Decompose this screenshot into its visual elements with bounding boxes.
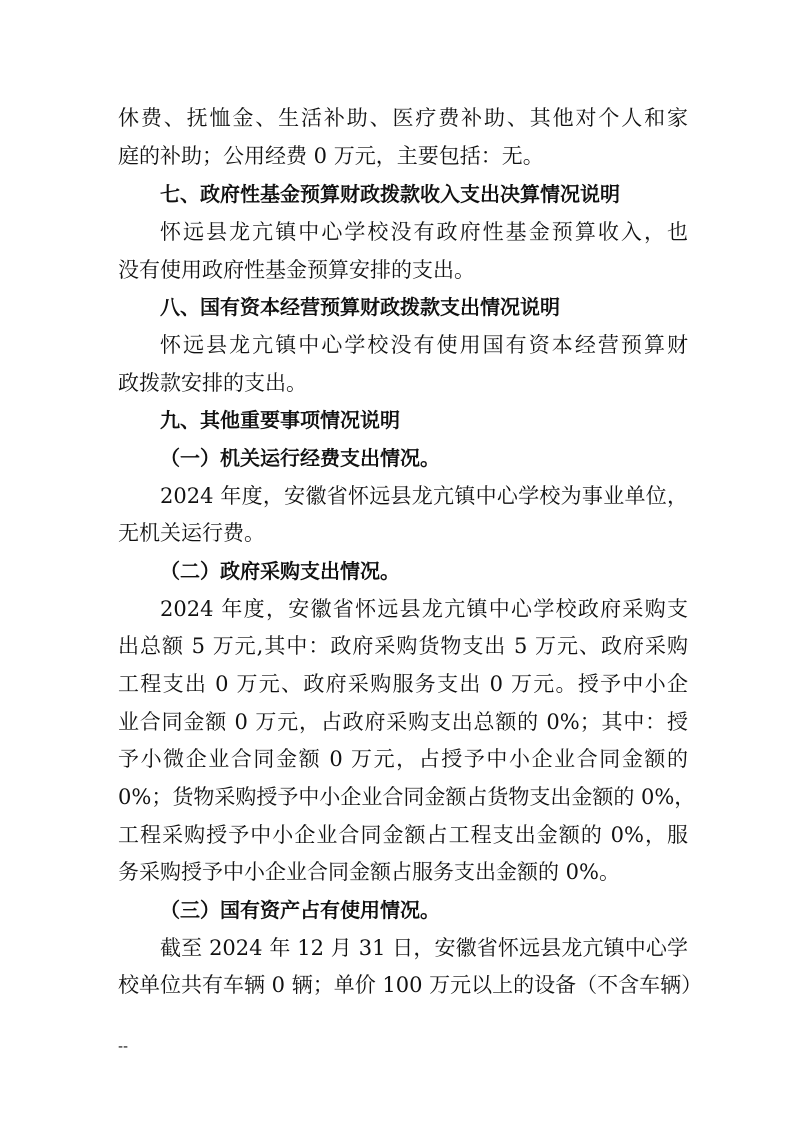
paragraph-line: 校单位共有车辆 0 辆；单价 100 万元以上的设备（不含车辆） xyxy=(118,973,703,997)
paragraph-line: 工程支出 0 万元、政府采购服务支出 0 万元。授予中小企 xyxy=(118,672,688,696)
subsection-heading-2: （二）政府采购支出情况。 xyxy=(160,559,400,583)
section-heading-7: 七、政府性基金预算财政拨款收入支出决算情况说明 xyxy=(160,182,620,206)
paragraph-line: 无机关运行费。 xyxy=(118,521,265,545)
paragraph-line: 怀远县龙亢镇中心学校没有政府性基金预算收入，也 xyxy=(160,220,688,244)
paragraph-line: 予小微企业合同金额 0 万元，占授予中小企业合同金额的 xyxy=(118,747,688,771)
paragraph-line: 休费、抚恤金、生活补助、医疗费补助、其他对个人和家 xyxy=(118,106,688,130)
paragraph-line: 务采购授予中小企业合同金额占服务支出金额的 0%。 xyxy=(118,860,620,884)
paragraph-line: 2024 年度，安徽省怀远县龙亢镇中心学校为事业单位， xyxy=(160,484,688,508)
paragraph-line: 2024 年度，安徽省怀远县龙亢镇中心学校政府采购支 xyxy=(160,597,688,621)
paragraph-line: 业合同金额 0 万元，占政府采购支出总额的 0%；其中：授 xyxy=(118,710,688,734)
paragraph-line: 0%；货物采购授予中小企业合同金额占货物支出金额的 0%， xyxy=(118,785,696,809)
paragraph-line: 庭的补助；公用经费 0 万元，主要包括：无。 xyxy=(118,144,544,168)
paragraph-line: 出总额 5 万元,其中：政府采购货物支出 5 万元、政府采购 xyxy=(118,634,688,658)
paragraph-line: 没有使用政府性基金预算安排的支出。 xyxy=(118,258,475,282)
section-heading-9: 九、其他重要事项情况说明 xyxy=(160,408,400,432)
page-footer-mark: -- xyxy=(118,1039,129,1055)
paragraph-line: 怀远县龙亢镇中心学校没有使用国有资本经营预算财 xyxy=(160,333,688,357)
subsection-heading-1: （一）机关运行经费支出情况。 xyxy=(160,446,440,470)
paragraph-line: 政拨款安排的支出。 xyxy=(118,371,307,395)
paragraph-line: 截至 2024 年 12 月 31 日，安徽省怀远县龙亢镇中心学 xyxy=(160,936,688,960)
section-heading-8: 八、国有资本经营预算财政拨款支出情况说明 xyxy=(160,295,560,319)
paragraph-line: 工程采购授予中小企业合同金额占工程支出金额的 0%，服 xyxy=(118,823,688,847)
subsection-heading-3: （三）国有资产占有使用情况。 xyxy=(160,898,440,922)
